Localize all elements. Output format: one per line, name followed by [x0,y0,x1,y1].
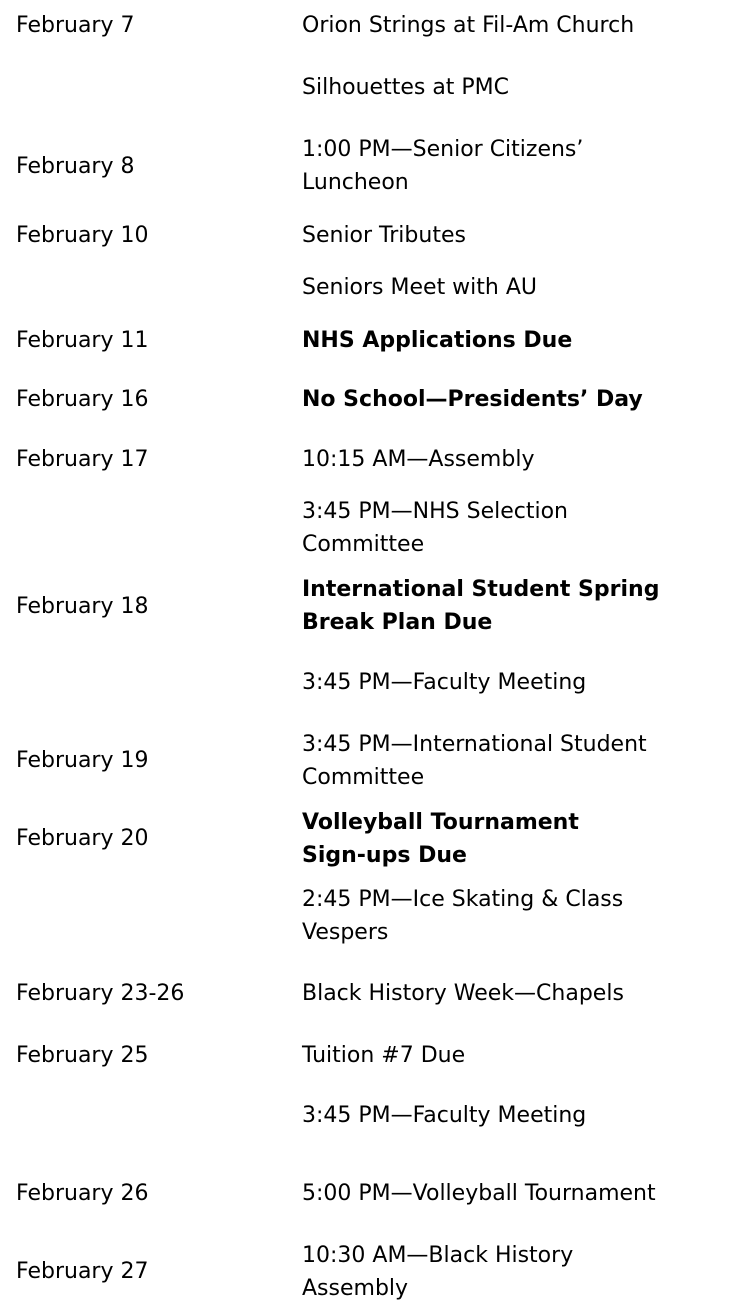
event-text-highlight: NHS Applications Due [302,328,573,353]
event-date: February 7 [16,13,135,38]
event-date: February 8 [16,154,135,179]
event-text: 2:45 PM—Ice Skating & Class [302,887,624,912]
event-date: February 25 [16,1043,149,1068]
event-text: 3:45 PM—Faculty Meeting [302,670,587,695]
event-date: February 11 [16,328,149,353]
event-date: February 27 [16,1259,149,1284]
event-text: 10:15 AM—Assembly [302,447,535,472]
event-text: 3:45 PM—Faculty Meeting [302,1103,587,1128]
event-date: February 16 [16,387,149,412]
event-date: February 10 [16,223,149,248]
event-date: February 18 [16,594,149,619]
event-text: 10:30 AM—Black History [302,1243,574,1268]
event-text-continued: Vespers [302,920,389,945]
event-text: 5:00 PM—Volleyball Tournament [302,1181,656,1206]
event-text-continued: Luncheon [302,170,409,195]
event-text-highlight-continued: Sign-ups Due [302,843,467,868]
event-text-continued: Assembly [302,1276,409,1301]
event-date: February 23-26 [16,981,185,1006]
event-text-continued: Committee [302,532,425,557]
event-date: February 20 [16,826,149,851]
event-text-highlight: Volleyball Tournament [302,810,579,835]
event-text: 3:45 PM—NHS Selection [302,499,568,524]
event-text: 3:45 PM—International Student [302,732,647,757]
event-text-highlight: International Student Spring [302,577,660,602]
event-date: February 17 [16,447,149,472]
event-text: Tuition #7 Due [302,1043,466,1068]
event-text: Orion Strings at Fil-Am Church [302,13,635,38]
event-text: Black History Week—Chapels [302,981,624,1006]
event-date: February 26 [16,1181,149,1206]
event-text-highlight: No School—Presidents’ Day [302,387,643,412]
event-text-continued: Committee [302,765,425,790]
event-text-highlight-continued: Break Plan Due [302,610,493,635]
event-text: Silhouettes at PMC [302,75,510,100]
event-date: February 19 [16,748,149,773]
event-text: Senior Tributes [302,223,466,248]
event-text: Seniors Meet with AU [302,275,538,300]
event-text: 1:00 PM—Senior Citizens’ [302,137,584,162]
